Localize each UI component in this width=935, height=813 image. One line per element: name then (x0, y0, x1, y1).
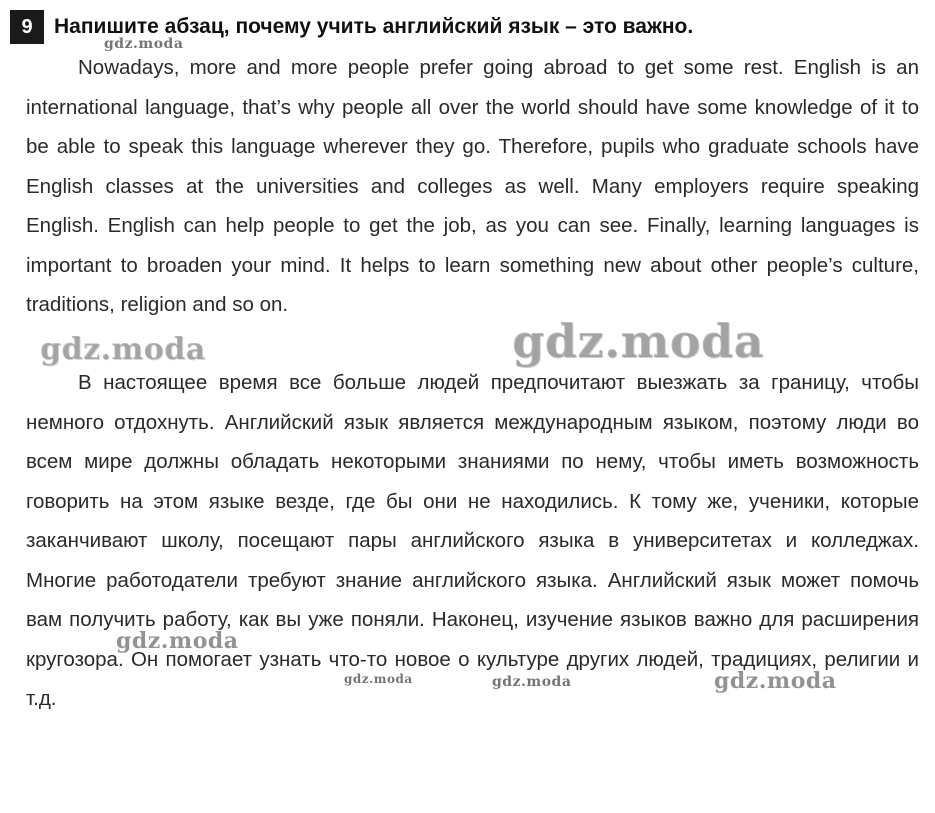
watermark-logo: gdz.moda (714, 668, 837, 694)
task-title: Напишите абзац, почему учить английский язык – это важно. (54, 15, 694, 38)
watermark-logo: gdz.moda (116, 628, 239, 654)
watermark-logo: gdz.moda (492, 674, 572, 690)
watermark-logo: gdz.moda (104, 36, 184, 52)
task-number-badge: 9 (10, 10, 44, 44)
watermark-logo: gdz.moda (40, 332, 206, 367)
watermark-logo: gdz.moda (344, 672, 413, 686)
task-header (10, 10, 693, 44)
russian-paragraph: В настоящее время все больше людей предпочитают выезжать за границу, чтобы немного отдохнуть. Английский язык является международным языком, поэтому люди во всем мире должны обладать некоторыми знаниями по нему, чтобы иметь возможность говорить на этом языке везде, где бы они не находились. К тому же, ученики, которые заканчивают школу, посещают пары английского языка в университетах и колледжах. Многие работодатели требуют знание английского языка. Английский язык может помочь вам получить работу, как вы уже поняли. Наконец, изучение языков важно для расширения кругозора. Он помогает узнать что-то новое о культуре других людей, традициях, религии и т.д. (26, 371, 919, 710)
watermark-logo: gdz.moda (512, 314, 764, 368)
english-paragraph: Nowadays, more and more people prefer going abroad to get some rest. English is an international language, that’s why people all over the world should have some knowledge of it to be able to speak this language wherever they go. Therefore, pupils who graduate schools have English classes at the universities and colleges as well. Many employers require speaking English. English can help people to get the job, as you can see. Finally, learning languages is important to broaden your mind. It helps to learn something new about other people’s culture, traditions, religion and so on. (26, 56, 919, 316)
